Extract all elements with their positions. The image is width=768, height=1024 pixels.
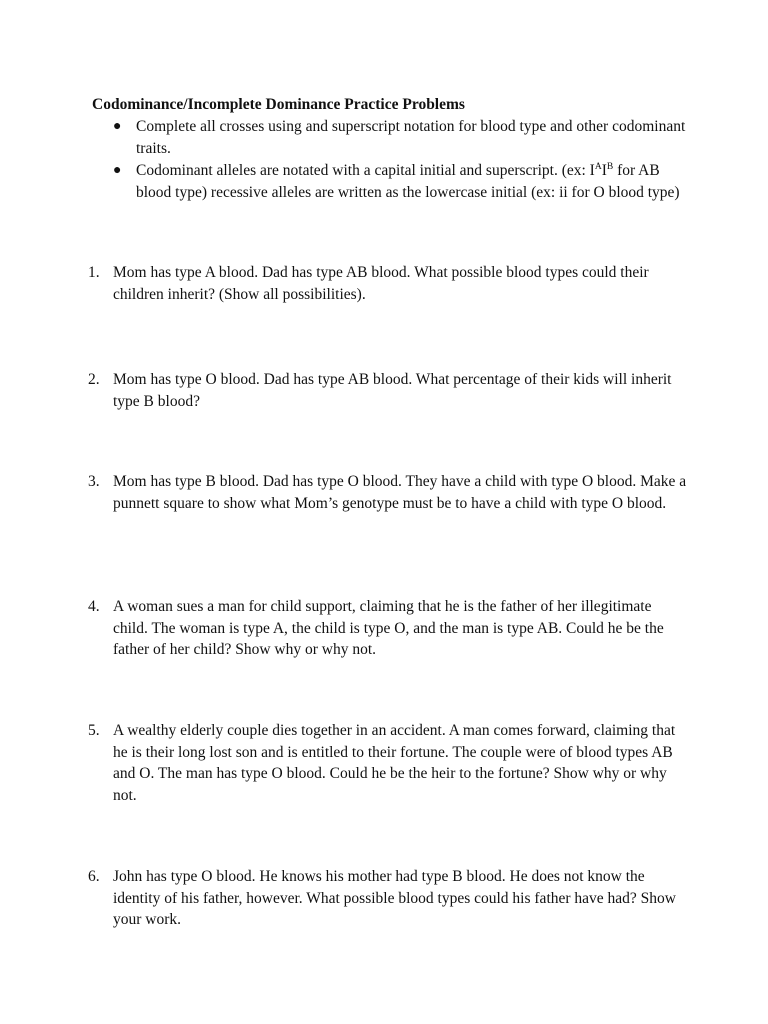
question-3 — [88, 471, 688, 514]
question-text: Mom has type O blood. Dad has type AB blood. What percentage of their kids will inherit type B blood? — [113, 371, 672, 410]
question-number: 2. — [88, 371, 100, 388]
question-text: A woman sues a man for child support, claiming that he is the father of her illegitimate child. The woman is type A, the child is type O, and the man is type AB. Could he be the father of her child? Show why or why not. — [113, 598, 664, 658]
superscript: B — [606, 162, 614, 172]
instruction-item — [108, 116, 688, 159]
instruction-text — [136, 162, 680, 201]
question-text: A wealthy elderly couple dies together in an accident. A man comes forward, claiming that he is their long lost son and is entitled to their fortune. The couple were of blood types AB and O. The man has type O blood. Could he be the heir to the fortune? Show why or why not. — [113, 722, 676, 804]
instruction-text-part: I — [601, 162, 607, 179]
superscript: A — [594, 162, 602, 172]
question-5 — [88, 720, 688, 806]
question-number: 6. — [88, 868, 100, 885]
bullet-icon: ● — [113, 163, 122, 178]
question-4 — [88, 596, 688, 661]
question-2 — [88, 369, 688, 412]
question-text: Mom has type A blood. Dad has type AB blood. What possible blood types could their children inherit? (Show all possibilities). — [113, 264, 649, 303]
instruction-text-part: for AB blood type) recessive alleles are written as the lowercase initial (ex: ii for O blood type) — [136, 162, 680, 201]
instructions-list — [108, 116, 688, 204]
question-6 — [88, 866, 688, 931]
question-number: 1. — [88, 264, 100, 281]
bullet-icon: ● — [113, 119, 122, 134]
instruction-item — [108, 160, 688, 203]
question-number: 5. — [88, 722, 100, 739]
question-text: Mom has type B blood. Dad has type O blood. They have a child with type O blood. Make a punnett square to show what Mom’s genotype must be to have a child with type O blood. — [113, 473, 687, 512]
question-1 — [88, 262, 688, 305]
question-number: 4. — [88, 598, 100, 615]
question-number: 3. — [88, 473, 100, 490]
page-title: Codominance/Incomplete Dominance Practice Problems — [92, 96, 465, 113]
instruction-text: Complete all crosses using and superscript notation for blood type and other codominant traits. — [136, 118, 686, 157]
instruction-text-part: Codominant alleles are notated with a capital initial and superscript. (ex: I — [136, 162, 595, 179]
question-text: John has type O blood. He knows his mother had type B blood. He does not know the identity of his father, however. What possible blood types could his father have had? Show your work. — [113, 868, 676, 928]
